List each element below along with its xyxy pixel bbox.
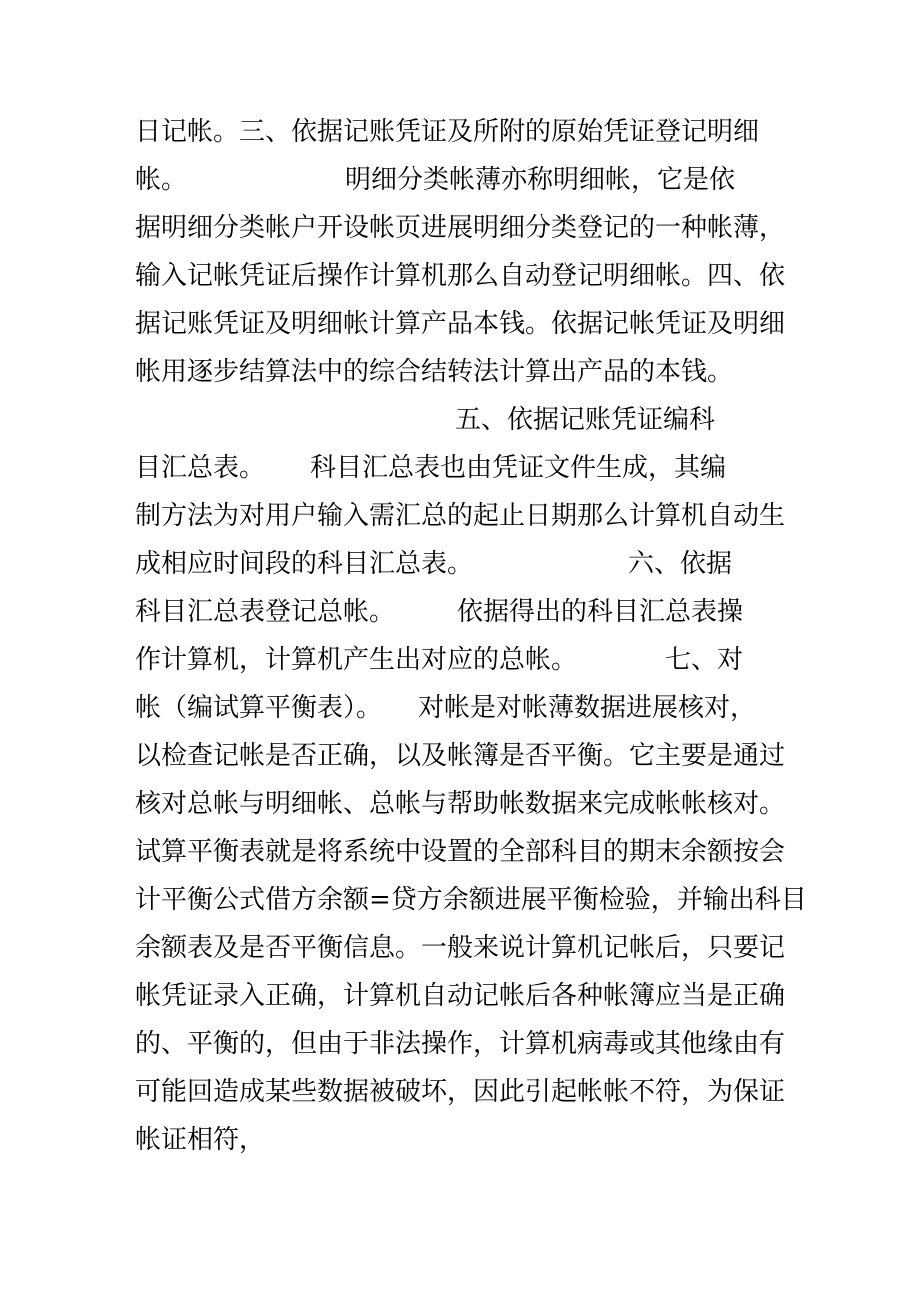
text-line: 帐（编试算平衡表）。 (135, 693, 383, 723)
text-line: 成相应时间段的科目汇总表。 (135, 549, 474, 579)
text-line: 余额表及是否平衡信息。一般来说计算机记帐后，只要记 (135, 933, 786, 963)
text-line: 制方法为对用户输入需汇总的起止日期那么计算机自动生 (135, 501, 786, 531)
text-line: 核对总帐与明细帐、总帐与帮助帐数据来完成帐帐核对。 (135, 789, 786, 819)
text-line: 输入记帐凭证后操作计算机那么自动登记明细帐。四、依 (135, 261, 786, 291)
text-line: 以检查记帐是否正确，以及帐簿是否平衡。它主要是通过 (135, 741, 786, 771)
text-line: 的、平衡的，但由于非法操作，计算机病毒或其他缘由有 (135, 1029, 786, 1059)
text-line: 据明细分类帐户开设帐页进展明细分类登记的一种帐薄， (135, 213, 786, 243)
text-line: 帐用逐步结算法中的综合结转法计算出产品的本钱。 (135, 357, 734, 387)
text-line: 明细分类帐薄亦称明细帐，它是依 (345, 165, 736, 195)
text-line: 据记账凭证及明细帐计算产品本钱。依据记帐凭证及明细 (135, 309, 786, 339)
text-line: 帐证相符， (135, 1125, 266, 1155)
text-line: 五、依据记账凭证编科 (455, 405, 716, 435)
text-line: 帐。 (135, 165, 188, 195)
text-line: 试算平衡表就是将系统中设置的全部科目的期末余额按会 (135, 837, 786, 867)
text-line: 帐凭证录入正确，计算机自动记帐后各种帐簿应当是正确 (135, 981, 786, 1011)
text-line: 可能回造成某些数据被破坏，因此引起帐帐不符，为保证 (135, 1077, 786, 1107)
text-line: 依据得出的科目汇总表操 (457, 597, 744, 627)
text-line: 科目汇总表也由凭证文件生成，其编 (310, 453, 727, 483)
text-line: 日记帐。三、依据记账凭证及所附的原始凭证登记明细 (135, 117, 760, 147)
text-line: 计平衡公式借方余额=贷方余额进展平衡检验，并输出科目 (135, 885, 807, 915)
text-line: 七、对 (665, 645, 744, 675)
text-line: 目汇总表。 (135, 453, 266, 483)
text-line: 六、依据 (628, 549, 733, 579)
text-line: 科目汇总表登记总帐。 (135, 597, 396, 627)
text-line: 对帐是对帐薄数据进展核对， (418, 693, 757, 723)
text-line: 作计算机，计算机产生出对应的总帐。 (135, 645, 578, 675)
